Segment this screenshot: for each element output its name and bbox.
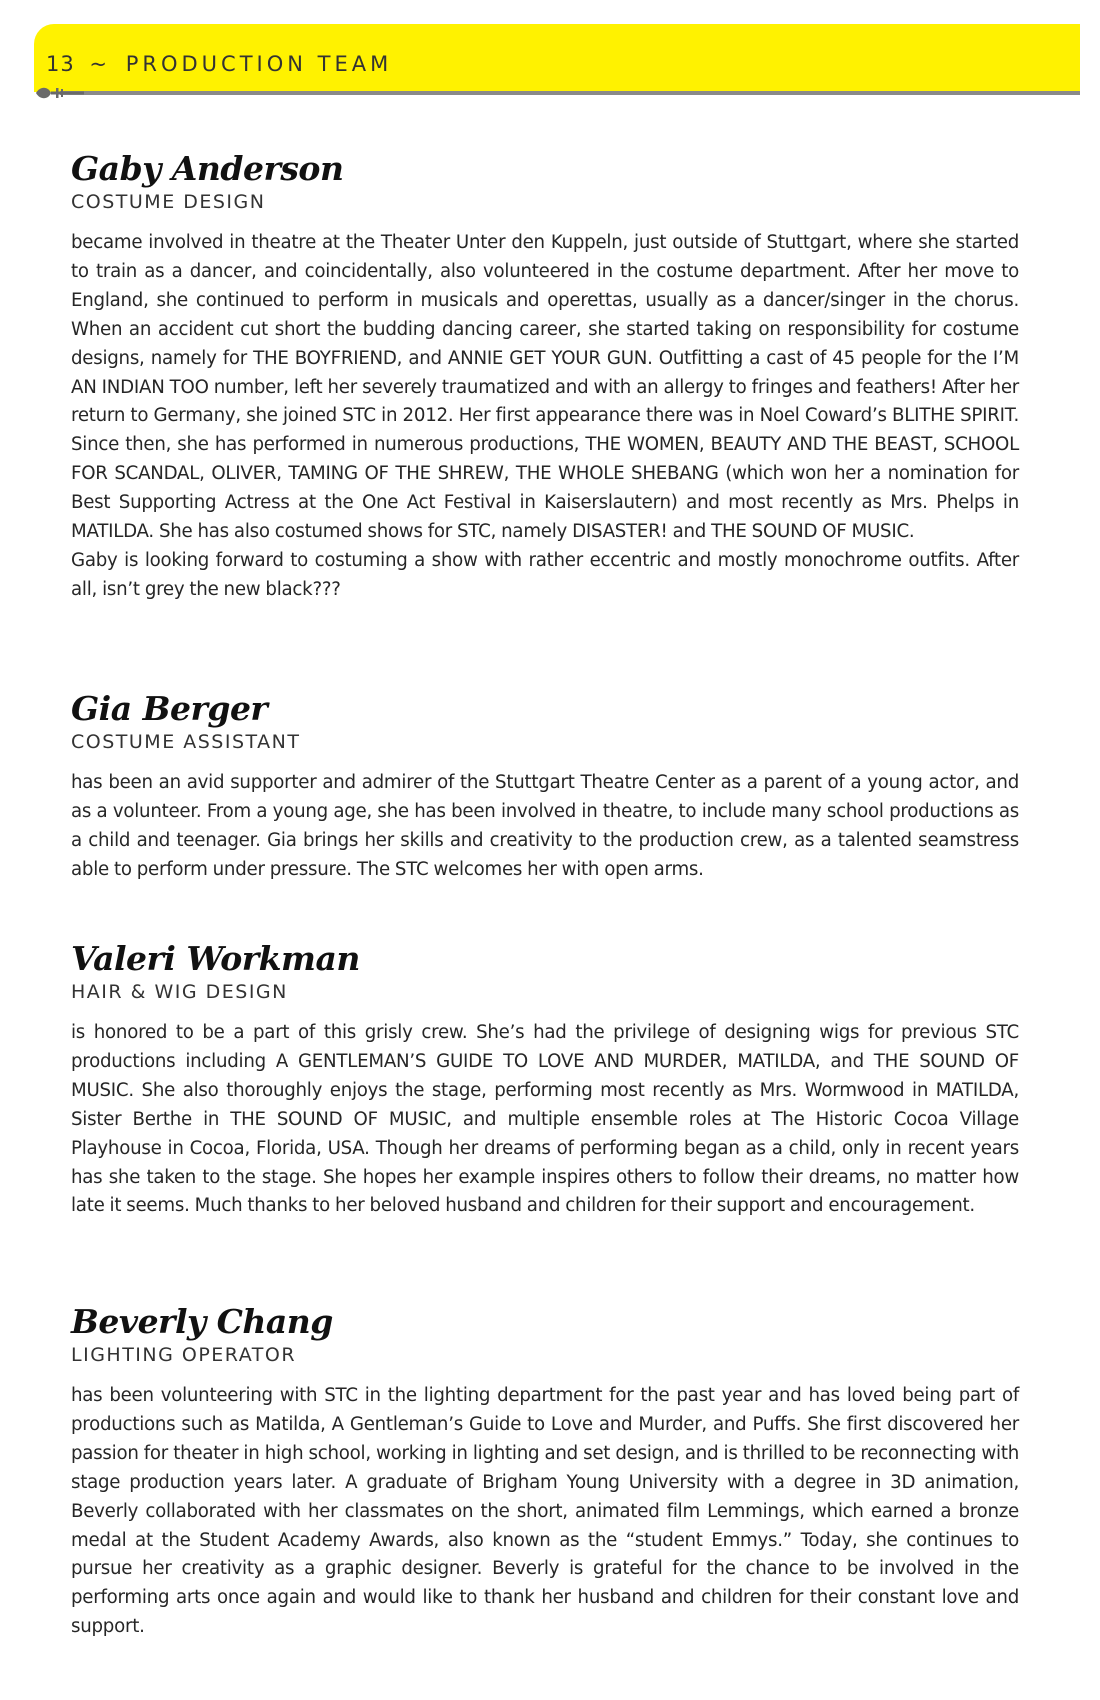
member-role: COSTUME ASSISTANT (71, 731, 301, 753)
member-bio-continued: Gaby is looking forward to costuming a show with rather eccentric and mostly monochrome outfits. After all, isn’t grey the new black??? (71, 549, 1019, 600)
member-bio: became involved in theatre at the Theater Unter den Kuppeln, just outside of Stuttgart, where she started to train as a dancer, and coincidentally, also volunteered in the costume department. After her move to England, she continued to perform in musicals and operettas, usually as a dancer/singer in the chorus. When an accident cut short the budding dancing career, she started taking on responsibility for costume designs, namely for THE BOYFRIEND, and ANNIE GET YOUR GUN. Outfitting a cast of 45 people for the I’M AN INDIAN TOO number, left her severely traumatized and with an allergy to fringes and feathers! After her return to Germany, she joined STC in 2012. Her first appearance there was in Noel Coward’s BLITHE SPIRIT. Since then, she has performed in numerous productions, THE WOMEN, BEAUTY AND THE BEAST, SCHOOL FOR SCANDAL, OLIVER, TAMING OF THE SHREW, THE WHOLE SHEBANG (which won her a nomination for Best Supporting Actress at the One Act Festival in Kaiserslautern) and most recently as Mrs. Phelps in MATILDA. She has also costumed shows for STC, namely DISASTER! and THE SOUND OF MUSIC. (71, 232, 1019, 543)
ornament-icon (34, 83, 84, 103)
team-member-valeri-workman (71, 939, 1019, 1221)
member-role: HAIR & WIG DESIGN (71, 981, 288, 1003)
member-bio: has been an avid supporter and admirer of the Stuttgart Theatre Center as a parent of a young actor, and as a volunteer. From a young age, she has been involved in theatre, to include many school productions as a child and teenager. Gia brings her skills and creativity to the production crew, as a talented seamstress able to perform under pressure. The STC welcomes her with open arms. (71, 772, 1019, 880)
member-name: Gia Berger (71, 689, 268, 728)
member-role: COSTUME DESIGN (71, 191, 266, 213)
member-role: LIGHTING OPERATOR (71, 1344, 297, 1366)
member-bio: has been volunteering with STC in the lighting department for the past year and has loved being part of productions such as Matilda, A Gentleman’s Guide to Love and Murder, and Puffs. She first discovered her passion for theater in high school, working in lighting and set design, and is thrilled to be reconnecting with stage production years later. A graduate of Brigham Young University with a degree in 3D animation, Beverly collaborated with her classmates on the short, animated film Lemmings, which earned a bronze medal at the Student Academy Awards, also known as the “student Emmys.” Today, she continues to pursue her creativity as a graphic designer. Beverly is grateful for the chance to be involved in the performing arts once again and would like to thank her husband and children for their constant love and support. (71, 1385, 1019, 1638)
team-member-beverly-chang (71, 1302, 1019, 1642)
page-number: 13 (46, 52, 75, 76)
team-member-gia-berger (71, 689, 1019, 885)
header-rule (60, 91, 1080, 95)
header-separator: ~ (89, 52, 108, 76)
team-member-gaby-anderson (71, 149, 1019, 605)
section-title: PRODUCTION TEAM (125, 52, 393, 76)
member-bio: is honored to be a part of this grisly crew. She’s had the privilege of designing wigs for previous STC productions including A GENTLEMAN’S GUIDE TO LOVE AND MURDER, MATILDA, and THE SOUND OF MUSIC. She also thoroughly enjoys the stage, performing most recently as Mrs. Wormwood in MATILDA, Sister Berthe in THE SOUND OF MUSIC, and multiple ensemble roles at The Historic Cocoa Village Playhouse in Cocoa, Florida, USA. Though her dreams of performing began as a child, only in recent years has she taken to the stage. She hopes her example inspires others to follow their dreams, no matter how late it seems. Much thanks to her beloved husband and children for their support and encouragement. (71, 1022, 1019, 1217)
member-name: Valeri Workman (71, 939, 360, 978)
member-name: Beverly Chang (71, 1302, 333, 1341)
page-header (46, 52, 392, 76)
member-name: Gaby Anderson (71, 149, 344, 188)
